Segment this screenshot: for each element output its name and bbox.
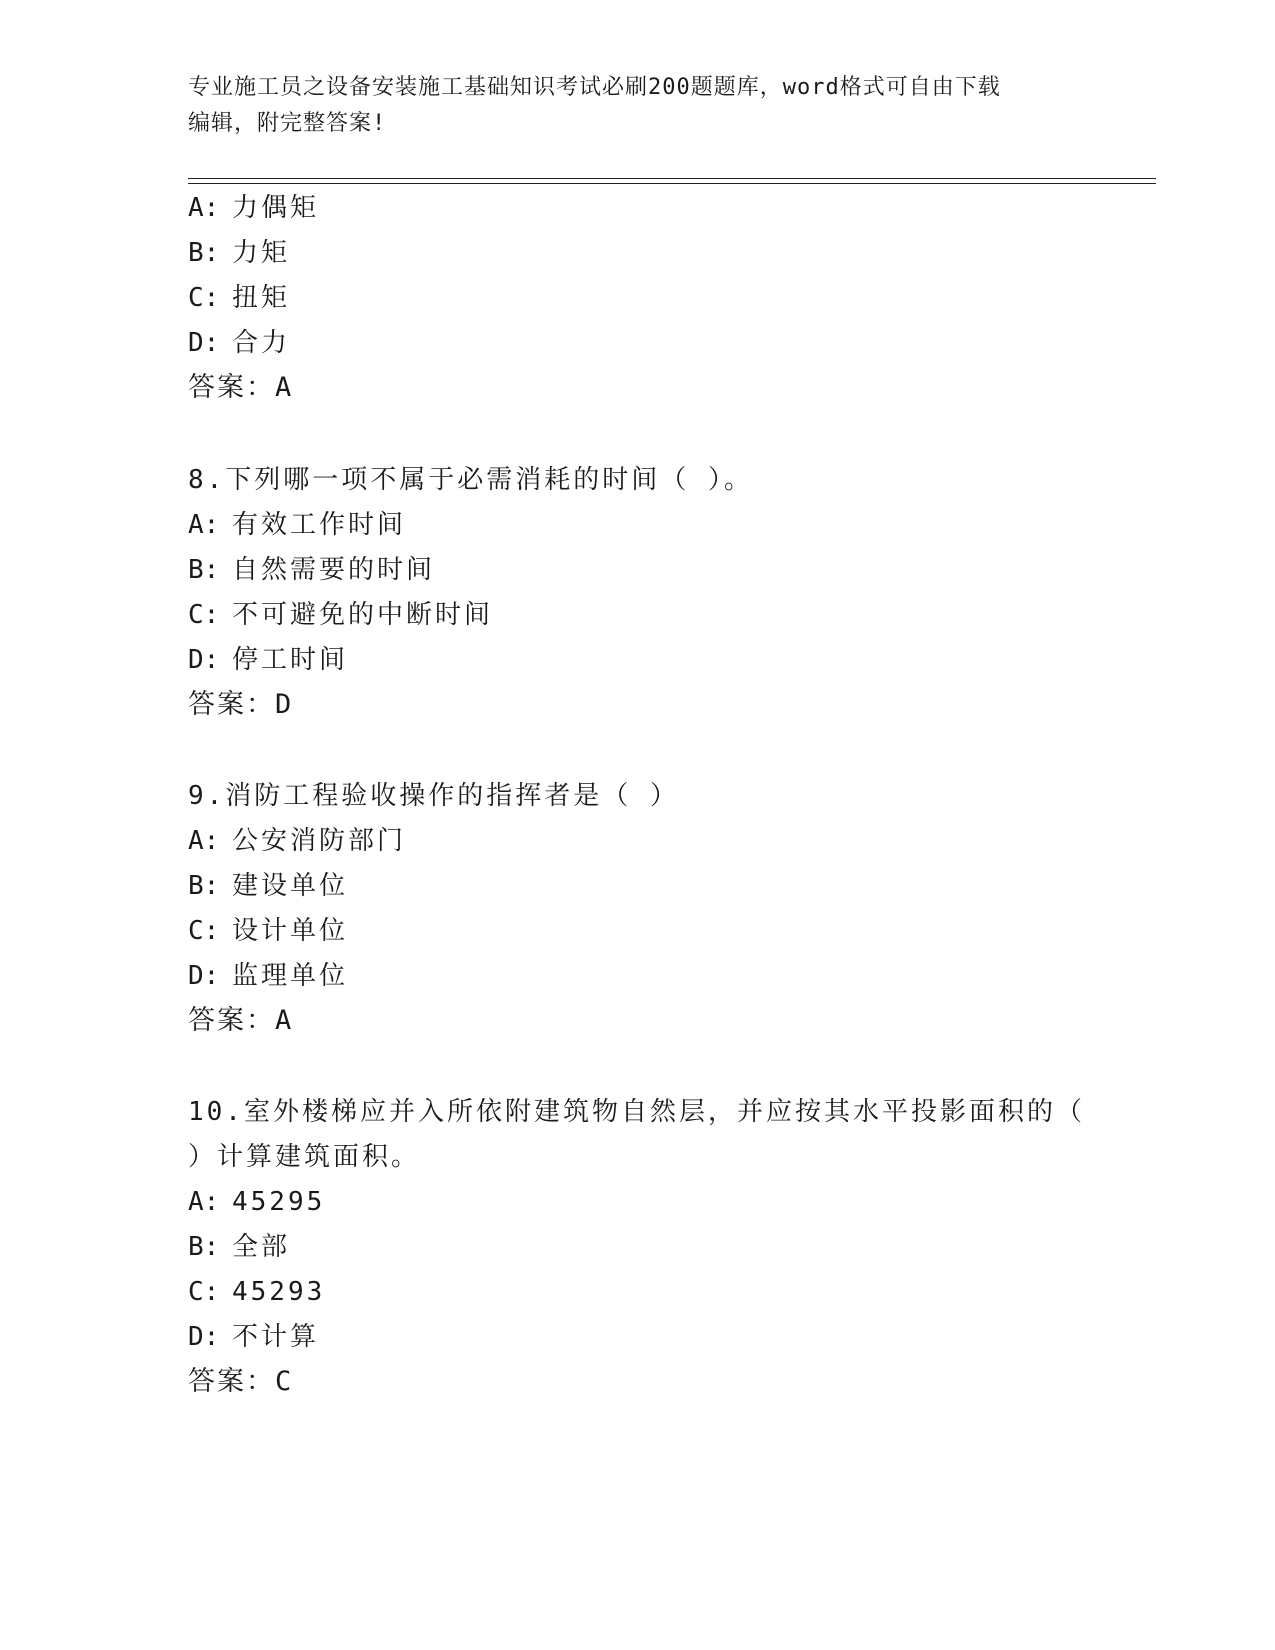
option-key: C: [188,283,220,313]
header-divider-bottom [188,183,1156,184]
q7-answer [188,371,291,405]
option-text: 45295 [232,1187,326,1217]
q8-answer [188,688,291,722]
document-header [188,70,1088,142]
option-text: 合力 [232,328,291,358]
q9-option-a [188,824,406,858]
q7-option-b [188,236,290,270]
option-key: C: [188,600,220,630]
q7-option-c [188,281,290,315]
option-key: D: [188,1322,220,1352]
option-text: 力偶矩 [232,193,320,223]
answer-value: C [275,1366,292,1397]
q10-question-line-1: 10.室外楼梯应并入所依附建筑物自然层，并应按其水平投影面积的（ [188,1097,1085,1127]
option-text: 45293 [232,1277,326,1307]
option-key: D: [188,328,220,358]
q10-question-line-2: ）计算建筑面积。 [188,1142,421,1172]
option-key: C: [188,916,220,946]
option-text: 有效工作时间 [232,510,407,540]
option-key: B: [188,555,220,585]
q9-question: 9.消防工程验收操作的指挥者是（ ） [188,781,679,811]
option-text: 不计算 [232,1322,320,1352]
q10-option-d [188,1320,319,1354]
option-text: 公安消防部门 [232,826,407,856]
q8-option-a [188,508,406,542]
header-line-2: 编辑，附完整答案! [188,111,387,136]
answer-label: 答案： [188,689,275,720]
option-key: B: [188,238,220,268]
answer-label: 答案： [188,1366,275,1397]
option-text: 自然需要的时间 [232,555,436,585]
answer-label: 答案： [188,372,275,403]
option-text: 不可避免的中断时间 [232,600,494,630]
q8-question: 8.下列哪一项不属于必需消耗的时间（ ）。 [188,465,753,495]
q10-option-c [188,1275,325,1309]
q9-option-c [188,914,348,948]
q8-option-d [188,643,348,677]
option-key: A: [188,826,220,856]
option-key: A: [188,510,220,540]
q8-option-c [188,598,493,632]
q9-option-d [188,959,348,993]
option-key: B: [188,871,220,901]
option-key: C: [188,1277,220,1307]
option-key: D: [188,961,220,991]
q7-option-a [188,191,319,225]
option-text: 全部 [232,1232,291,1262]
q7-option-d [188,326,290,360]
option-text: 设计单位 [232,916,349,946]
option-text: 停工时间 [232,645,349,675]
option-key: A: [188,1187,220,1217]
option-text: 监理单位 [232,961,349,991]
q9-answer [188,1004,291,1038]
option-text: 建设单位 [232,871,349,901]
option-key: A: [188,193,220,223]
answer-value: A [275,372,292,403]
header-line-1: 专业施工员之设备安装施工基础知识考试必刷200题题库，word格式可自由下载 [188,75,1001,100]
answer-label: 答案： [188,1005,275,1036]
q10-option-a [188,1185,325,1219]
q10-answer [188,1365,291,1399]
option-text: 扭矩 [232,283,291,313]
option-key: B: [188,1232,220,1262]
option-text: 力矩 [232,238,291,268]
answer-value: A [275,1005,292,1036]
q8-option-b [188,553,435,587]
q9-option-b [188,869,348,903]
answer-value: D [275,689,292,720]
q10-option-b [188,1230,290,1264]
option-key: D: [188,645,220,675]
header-divider-top [188,178,1156,179]
